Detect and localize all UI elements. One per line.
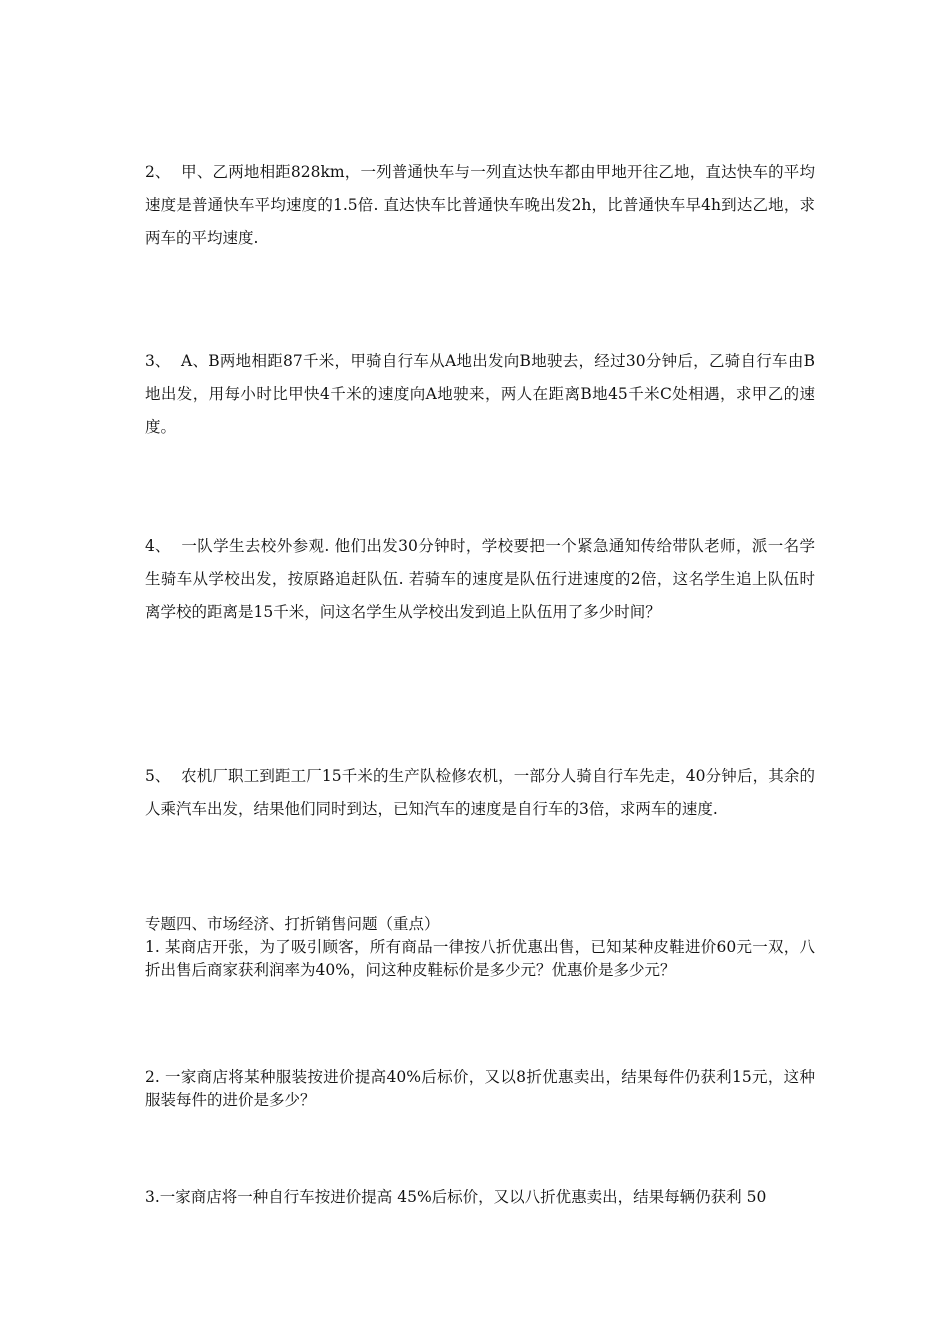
problem-2	[145, 156, 815, 255]
topic4-question-3-block	[145, 1186, 815, 1209]
problem-4	[145, 530, 815, 629]
problem-2-number: 2、	[145, 163, 171, 181]
problem-4-text	[145, 530, 815, 629]
problem-2-body: 甲、乙两地相距828km，一列普通快车与一列直达快车都由甲地开往乙地，直达快车的平均速度是普通快车平均速度的1.5倍. 直达快车比普通快车晚出发2h，比普通快车早4h到达乙地，求两车的平均速度.	[145, 163, 815, 247]
topic4-question-3: 3.一家商店将一种自行车按进价提高 45%后标价，又以八折优惠卖出，结果每辆仍获利 50	[145, 1188, 767, 1206]
problem-5-body: 农机厂职工到距工厂15千米的生产队检修农机，一部分人骑自行车先走，40分钟后，其余的人乘汽车出发，结果他们同时到达，已知汽车的速度是自行车的3倍，求两车的速度.	[145, 767, 815, 818]
topic4-heading: 专题四、市场经济、打折销售问题（重点）	[145, 915, 440, 933]
problem-4-number: 4、	[145, 537, 171, 555]
problem-4-body: 一队学生去校外参观. 他们出发30分钟时，学校要把一个紧急通知传给带队老师，派一名学生骑车从学校出发，按原路追赶队伍. 若骑车的速度是队伍行进速度的2倍，这名学生追上队伍时离学校的距离是15千米，问这名学生从学校出发到追上队伍用了多少时间？	[145, 537, 815, 621]
problem-3-body: A、B两地相距87千米，甲骑自行车从A地出发向B地驶去，经过30分钟后，乙骑自行车由B地出发，用每小时比甲快4千米的速度向A地驶来，两人在距离B地45千米C处相遇，求甲乙的速度。	[145, 352, 815, 436]
problem-3-number: 3、	[145, 352, 171, 370]
problem-5-text	[145, 760, 815, 826]
problem-5-number: 5、	[145, 767, 171, 785]
topic4-question-1: 1. 某商店开张，为了吸引顾客，所有商品一律按八折优惠出售，已知某种皮鞋进价60元一双，八折出售后商家获利润率为40%，问这种皮鞋标价是多少元？优惠价是多少元？	[145, 938, 815, 979]
problem-5	[145, 760, 815, 826]
problem-3-text	[145, 345, 815, 444]
problem-3	[145, 345, 815, 444]
topic4-question-2: 2. 一家商店将某种服装按进价提高40%后标价，又以8折优惠卖出，结果每件仍获利15元，这种服装每件的进价是多少？	[145, 1068, 815, 1109]
topic4-question-2-block	[145, 1066, 815, 1112]
topic4-section	[145, 913, 815, 982]
problem-2-text	[145, 156, 815, 255]
